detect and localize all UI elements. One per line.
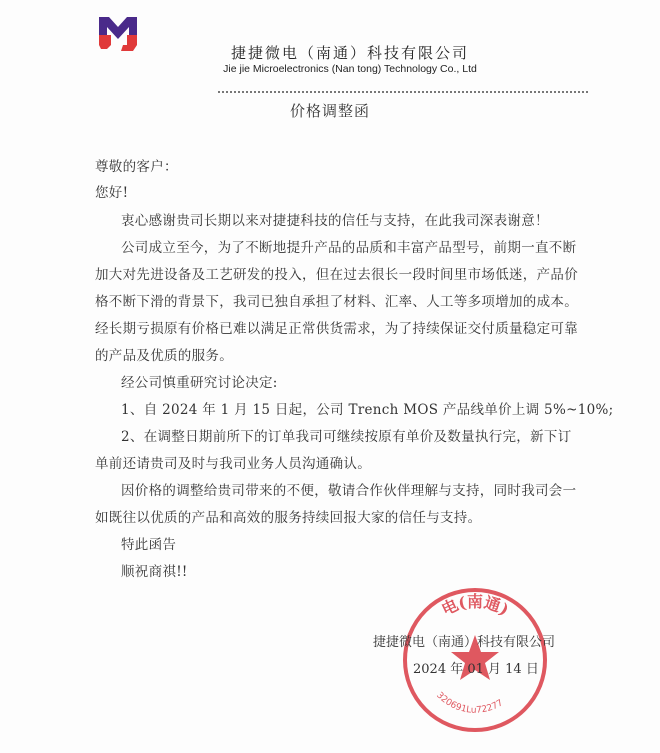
decision-intro: 经公司慎重研究讨论决定: — [121, 375, 278, 391]
paragraph-line: 如既往以优质的产品和高效的服务持续回报大家的信任与支持。 — [95, 510, 482, 526]
header-divider — [218, 91, 588, 93]
company-name-cn: 捷捷微电（南通）科技有限公司 — [230, 44, 469, 62]
decision-item-2: 2、在调整日期前所下的订单我司可继续按原有单价及数量执行完，新下订 — [121, 429, 572, 445]
signature-date: 2024 年 01 月 14 日 — [413, 662, 539, 677]
salutation: 尊敬的客户： — [95, 159, 178, 175]
greeting: 您好! — [95, 185, 129, 201]
paragraph-line: 公司成立至今，为了不断地提升产品的品质和丰富产品型号，前期一直不断 — [121, 240, 577, 256]
decision-item-1: 1、自 2024 年 1 月 15 日起，公司 Trench MOS 产品线单价上调 5%~10%; — [121, 402, 614, 418]
decision-item-2-cont: 单前还请贵司及时与我司业务人员沟通确认。 — [95, 456, 371, 472]
svg-text:电(南通): 电(南通) — [438, 592, 513, 620]
document-title: 价格调整函 — [289, 102, 370, 120]
paragraph-line: 加大对先进设备及工艺研发的投入，但在过去很长一段时间里市场低迷，产品价 — [95, 267, 578, 283]
paragraph-line: 因价格的调整给贵司带来的不便，敬请合作伙伴理解与支持，同时我司会一 — [121, 483, 577, 499]
paragraph-line: 经长期亏损原有价格已难以满足正常供货需求，为了持续保证交付质量稳定可靠 — [95, 321, 578, 337]
paragraph-line: 衷心感谢贵司长期以来对捷捷科技的信任与支持，在此我司深表谢意！ — [121, 213, 549, 229]
signature-company: 捷捷微电（南通）科技有限公司 — [373, 635, 556, 650]
paragraph-line: 格不断下滑的背景下，我司已独自承担了材料、汇率、人工等多项增加的成本。 — [95, 294, 578, 310]
closing-notice: 特此函告 — [121, 537, 177, 553]
company-logo-icon — [97, 15, 139, 53]
company-name-en: Jie jie Microelectronics (Nan tong) Technology Co., Ltd — [223, 63, 477, 75]
svg-text:320691Lu72277: 320691Lu72277 — [434, 690, 506, 716]
paragraph-line: 的产品及优质的服务。 — [95, 348, 233, 364]
closing-wishes: 顺祝商祺!! — [121, 564, 188, 580]
